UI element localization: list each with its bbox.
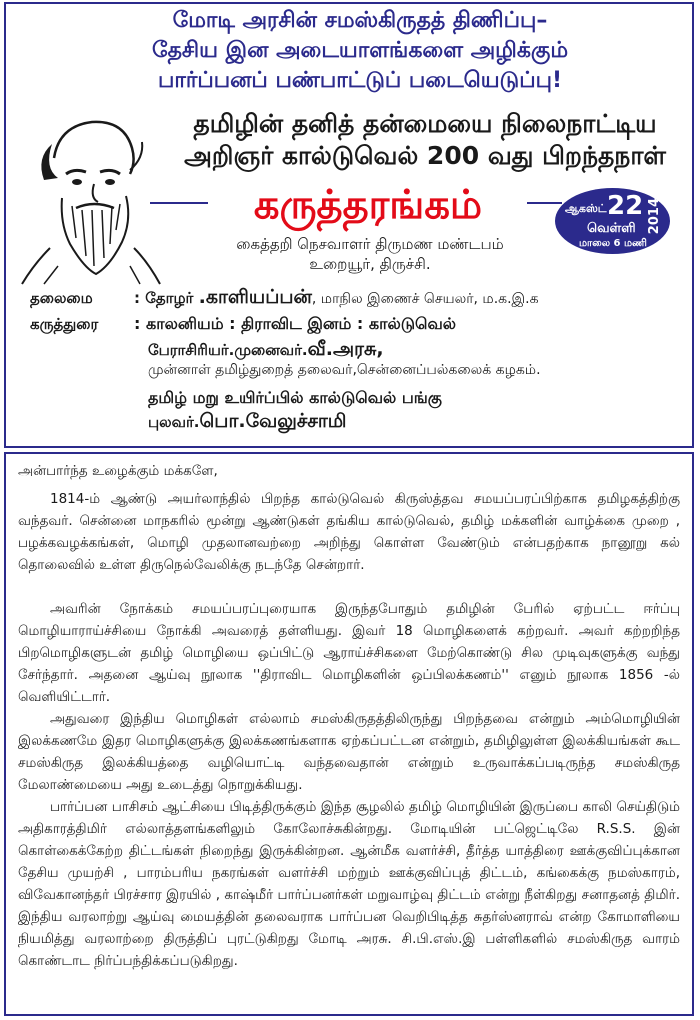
talk-1-row: [30, 314, 456, 335]
talk-2-topic: தமிழ் மறு உயிர்ப்பில் கால்டுவெல் பங்கு: [148, 388, 442, 407]
caldwell-portrait-icon: [14, 98, 164, 286]
event-title: கருத்தரங்கம்: [253, 182, 483, 228]
talk-1-topic: : காலனியம் : திராவிட இனம் : கால்டுவெல்: [134, 314, 457, 333]
date-time: மாலை 6 மணி: [579, 238, 647, 249]
venue-hall: கைத்தறி நெசவாளர் திருமண மண்டபம்: [236, 235, 504, 253]
event-subtitle-1: தமிழின் தனித் தன்மையை நிலைநாட்டிய: [193, 109, 657, 138]
talk-2-speaker-prefix: புலவர்.: [148, 413, 200, 431]
talk-2-speaker: [148, 410, 347, 435]
headline-line-2: தேசிய இன அடையாளங்களை அழிக்கும்: [151, 38, 569, 63]
headline-line-1: மோடி அரசின் சமஸ்கிருதத் திணிப்பு–: [172, 8, 548, 33]
body-paragraph-3: அதுவரை இந்திய மொழிகள் எல்லாம் சமஸ்கிருதத்திலிருந்து பிறந்தவை என்றும் அம்மொழியின் இலக்கணமே இதர மொழிகளுக்கு இலக்கணங்களாக ஏற்கப்பட்டன என்றும், தமிழிலுள்ள இலக்கியங்கள் கூட சமஸ்கிருத இலக்கியத்தை வழியொட்டி வந்தவைதான் என்றும் உருவாக்கப்படிருந்த சமஸ்கிருத மேலாண்மையை அது உடைத்து நொறுக்கியது.: [18, 711, 680, 793]
chair-prefix: : தோழர்: [134, 289, 199, 307]
body-paragraph-4: பார்ப்பன பாசிசம் ஆட்சியை பிடித்திருக்கும் இந்த சூழலில் தமிழ் மொழியின் இருப்பை காலி செய்திடும் அதிகாரத்திமிர் எல்லாத்தளங்களிலும் கோலோச்சுகின்றது. மோடியின் பட்ஜெட்டிலே R.S.S. இன் கொள்கைக்கேற்ற திட்டங்கள் நிறைந்து இருக்கின்றன. ஆன்மீக வளர்ச்சி, தீர்த்த யாத்திரை ஊக்குவிப்புக்கான தேசிய முயற்சி , பாரம்பரிய நகரங்கள் வளர்ச்சி மற்றும் ஊக்குவிப்புத் திட்டம், கங்கைக்கு நமஸ்காரம், விவேகானந்தர் பிரச்சார இரயில் , காஷ்மீர் பார்ப்பனர்கள் மறுவாழ்வு திட்டம் என்று நீள்கிறது சனாதனத் திமிர். இந்திய வரலாற்று ஆய்வு மையத்தின் தலைவராக பார்ப்பன வெறிபிடித்த சுதர்ஸ்னராவ் என்ற கோமாளியை நியமித்து வரலாற்றை திருத்திப் புரட்டுகிறது மோடி அரசு. சி.பி.எஸ்.இ பள்ளிகளில் சமஸ்கிருத வாரம் கொண்டாட நிர்ப்பந்திக்கப்படுகிறது.: [18, 799, 680, 969]
date-month: ஆகஸ்ட்: [565, 202, 607, 215]
venue-city: உறையூர், திருச்சி.: [309, 255, 431, 273]
talk-label: கருத்துரை: [30, 315, 99, 333]
chair-name: .காளியப்பன்: [198, 286, 312, 308]
chair-row: [30, 286, 539, 311]
greeting: அன்பார்ந்த உழைக்கும் மக்களே,: [18, 463, 218, 479]
talk-1-speaker-name: வீ.அரசு,: [307, 338, 384, 360]
chair-role: , மாநில இணைச் செயலர், ம.க.இ.க: [311, 291, 539, 307]
talk-1-speaker: [148, 338, 384, 363]
talk-2-speaker-name: பொ.வேலுச்சாமி: [199, 410, 347, 432]
talk-1-speaker-prefix: பேராசிரியர்.முனைவர்.: [148, 341, 308, 359]
date-weekday: வெள்ளி: [587, 221, 636, 236]
date-badge: [555, 188, 670, 254]
chair-label: தலைமை: [30, 289, 93, 307]
date-day: 22: [607, 191, 644, 221]
event-subtitle-2: அறிஞர் கால்டுவெல் 200 வது பிறந்தநாள்: [184, 141, 666, 170]
headline-line-3: பார்ப்பனப் பண்பாட்டுப் படையெடுப்பு!: [158, 68, 562, 93]
talk-1-speaker-role: முன்னாள் தமிழ்துறைத் தலைவர்,சென்னைப்பல்கலைக் கழகம்.: [148, 362, 541, 378]
body-paragraph-2: அவரின் நோக்கம் சமயப்பரப்புரையாக இருந்தபோதும் தமிழின் பேரில் ஏற்பட்ட ஈர்ப்பு மொழியாராய்ச்சியை நோக்கி அவரைத் தள்ளியது. இவர் 18 மொழிகளைக் கற்றவர். அவர் கற்றறிந்த பிறமொழிகளுடன் தமிழ் மொழியை ஒப்பிட்டு ஆராய்ச்சிகளை மேற்கொண்டு சில முடிவுகளுக்கு வந்து சேர்ந்தார். அதனை ஆய்வு நூலாக ''திராவிட மொழிகளின் ஒப்பிலக்கணம்'' எனும் நூலாக 1856 -ல் வெளியிட்டார்.: [18, 601, 680, 705]
date-year: 2014: [647, 198, 662, 235]
body-paragraph-1: 1814-ம் ஆண்டு அயர்லாந்தில் பிறந்த கால்டுவெல் கிருஸ்த்தவ சமயப்பரப்பிற்காக தமிழகத்திற்கு வந்தவர். சென்னை மாநகரில் மூன்று ஆண்டுகள் தங்கிய கால்டுவெல், தமிழ் மக்களின் வாழ்க்கை முறை , பழக்கவழக்கங்கள், மொழி முதலானவற்றை அறிந்து கொள்ள வேண்டும் என்பதற்காக நானூறு கல் தொலைவில் உள்ள திருநெல்வேலிக்கு நடந்தே சென்றார்.: [18, 491, 680, 573]
